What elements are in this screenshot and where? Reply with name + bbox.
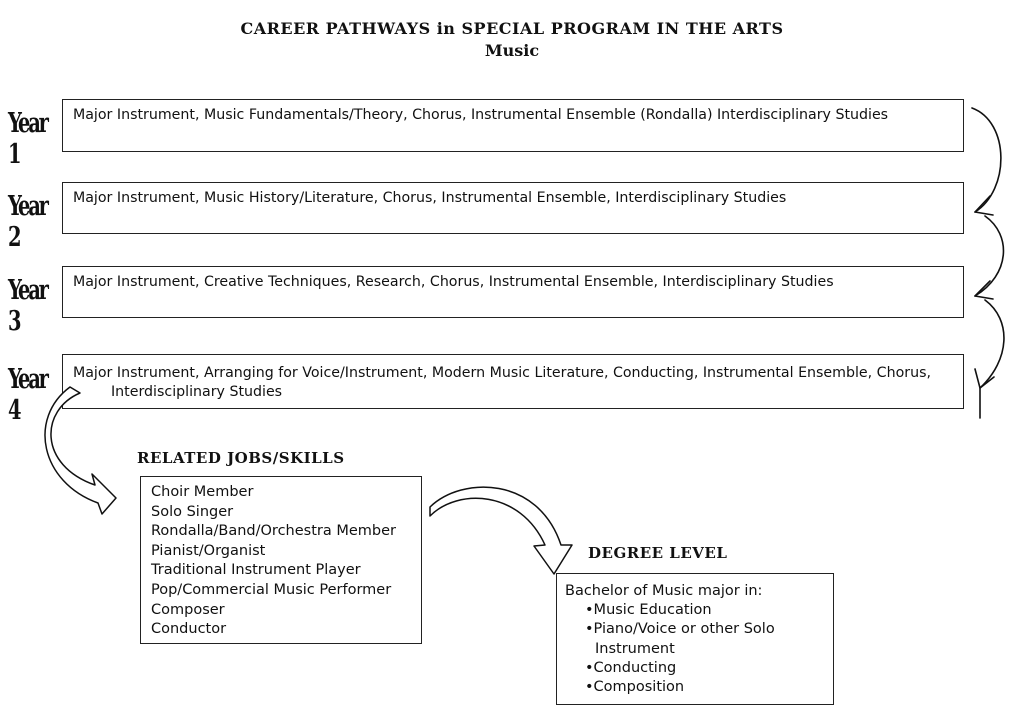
- related-jobs-heading: RELATED JOBS/SKILLS: [137, 449, 345, 467]
- degree-item: •Composition: [585, 679, 685, 696]
- job-item: Pop/Commercial Music Performer: [151, 581, 392, 598]
- job-item: Choir Member: [151, 484, 254, 500]
- job-item: Conductor: [151, 621, 227, 638]
- degree-item: •Conducting: [585, 659, 677, 676]
- degree-item: •Music Education: [585, 602, 712, 619]
- year-2-label: Year 2: [8, 191, 47, 253]
- hollow-arrow-to-jobs: [45, 387, 116, 514]
- degree-level-heading: DEGREE LEVEL: [588, 544, 728, 562]
- job-item: Solo Singer: [151, 503, 234, 520]
- year-1-courses: Major Instrument, Music Fundamentals/Theory, Chorus, Instrumental Ensemble (Rondalla) Interdisciplinary Studies: [73, 107, 889, 123]
- job-item: Composer: [151, 601, 225, 618]
- job-item: Rondalla/Band/Orchestra Member: [151, 523, 396, 540]
- job-item: Traditional Instrument Player: [151, 562, 361, 579]
- curved-arrow-year1-to-year2: [972, 108, 1001, 212]
- year-4-label: Year 4: [8, 364, 47, 426]
- year-2-courses: Major Instrument, Music History/Literature, Chorus, Instrumental Ensemble, Interdisciplinary Studies: [73, 190, 787, 206]
- job-item: Pianist/Organist: [151, 542, 266, 559]
- curved-arrow-year3-to-year4: [980, 300, 1004, 388]
- year-3-courses: Major Instrument, Creative Techniques, Research, Chorus, Instrumental Ensemble, Interdisciplinary Studies: [73, 274, 834, 290]
- hollow-arrow-to-degree: [430, 487, 572, 574]
- page-subtitle: Music: [484, 41, 540, 60]
- year-1-label: Year 1: [8, 108, 47, 170]
- year-4-courses: Major Instrument, Arranging for Voice/Instrument, Modern Music Literature, Conducting, Instrumental Ensemble, Chorus,: [73, 365, 931, 381]
- page-title: CAREER PATHWAYS in SPECIAL PROGRAM IN THE ARTS: [240, 19, 784, 38]
- degree-intro: Bachelor of Music major in:: [565, 583, 763, 599]
- degree-item: Instrument: [595, 640, 675, 657]
- year-4-courses-cont: Interdisciplinary Studies: [111, 384, 283, 400]
- curved-arrow-year2-to-year3: [975, 216, 1003, 296]
- year-3-label: Year 3: [8, 275, 47, 337]
- degree-item: •Piano/Voice or other Solo: [585, 621, 775, 638]
